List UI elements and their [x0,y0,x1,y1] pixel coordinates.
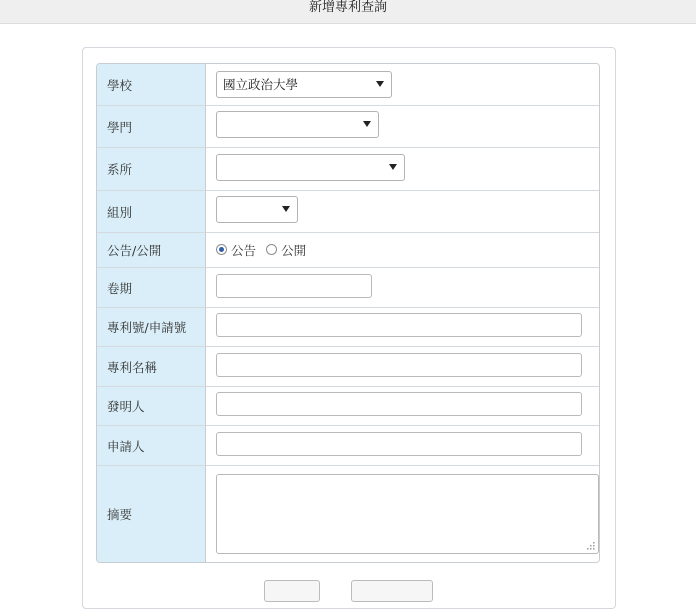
form-row-publication [97,233,599,268]
applicant-input[interactable] [216,432,582,456]
form-row-department [97,148,599,191]
page-title: 新增專利查詢 [308,0,387,15]
volume-label: 卷期 [97,268,206,308]
radio-published[interactable] [266,241,306,259]
applicant-label: 申請人 [97,426,206,466]
patent-number-label: 專利號/申請號 [97,308,206,347]
abstract-textarea[interactable] [216,474,599,554]
patent-name-input[interactable] [216,353,582,377]
school-select-value: 國立政治大學 [223,77,299,92]
department-select[interactable] [216,154,405,181]
form-row-school [97,64,599,106]
patent-name-label: 專利名稱 [97,347,206,387]
chevron-down-icon [282,206,290,212]
radio-selected-icon [216,244,227,255]
patent-number-input[interactable] [216,313,582,337]
chevron-down-icon [389,164,397,170]
form-row-patent-name [97,347,599,387]
form-row-volume [97,268,599,308]
group-select[interactable] [216,196,298,223]
patent-query-form [96,63,600,563]
school-select[interactable] [216,71,392,98]
volume-input[interactable] [216,274,372,298]
college-label: 學門 [97,106,206,148]
college-select[interactable] [216,111,379,138]
chevron-down-icon [363,121,371,127]
inventor-input[interactable] [216,392,582,416]
publication-label: 公告/公開 [97,233,206,268]
radio-announcement-label: 公告 [231,242,257,258]
school-label: 學校 [97,64,206,106]
radio-unselected-icon [266,244,277,255]
reset-button[interactable] [351,580,433,602]
department-label: 系所 [97,148,206,191]
form-row-college [97,106,599,148]
form-row-patent-number [97,308,599,347]
title-bar [0,0,696,24]
radio-published-label: 公開 [281,242,307,258]
form-row-group [97,191,599,233]
radio-announcement[interactable] [216,241,256,259]
inventor-label: 發明人 [97,387,206,426]
submit-button[interactable] [264,580,320,602]
form-row-applicant [97,426,599,466]
group-label: 組別 [97,191,206,233]
abstract-label: 摘要 [97,466,206,562]
form-row-abstract [97,466,599,562]
resize-grip-icon[interactable] [585,540,595,550]
chevron-down-icon [376,81,384,87]
form-row-inventor [97,387,599,426]
